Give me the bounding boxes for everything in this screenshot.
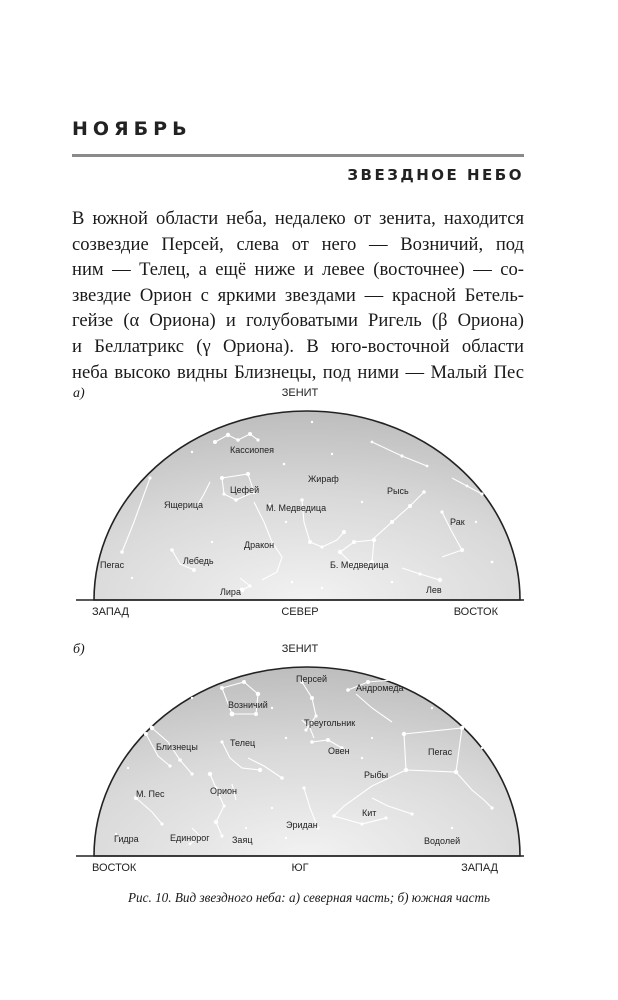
body-line: и Беллатрикс (γ Ориона). В юго-восточной области (72, 335, 524, 357)
month-title: НОЯБРЬ (72, 118, 192, 140)
body-paragraph (72, 206, 524, 385)
constellation-label: Овен (328, 746, 350, 756)
constellation-label: Кассиопея (230, 445, 275, 455)
body-line: звездие Орион с яркими звездами — красной Бетель- (72, 284, 524, 306)
header-rule (72, 154, 524, 157)
constellation-label: Треугольник (304, 718, 356, 728)
constellation-label: Единорог (170, 833, 210, 843)
constellation-label: Рыбы (364, 770, 389, 780)
constellation-label: Близнецы (156, 742, 198, 752)
horizon-label-left-b: ВОСТОК (92, 862, 137, 874)
horizon-label-center-a: СЕВЕР (281, 606, 319, 618)
constellation-label: Рак (450, 517, 465, 527)
constellation-label: Рысь (387, 486, 409, 496)
zenith-label-a: ЗЕНИТ (281, 387, 319, 399)
body-line: гейзе (α Ориона) и голубоватыми Ригель (β Ориона) (72, 310, 524, 332)
body-line: В южной области неба, недалеко от зенита, находится (72, 208, 524, 229)
constellation-label: Заяц (232, 835, 253, 845)
body-line: созвездие Персей, слева от него — Возничий, под (72, 233, 524, 255)
constellation-label: Орион (210, 786, 238, 796)
section-title: ЗВЕЗДНОЕ НЕБО (347, 166, 524, 184)
body-line: неба высоко видны Близнецы, под ними — Малый Пес (72, 361, 524, 383)
star-chart-south (72, 638, 528, 878)
constellation-label: Водолей (424, 836, 461, 846)
constellation-label: Ящерица (164, 500, 204, 510)
constellation-label: Андромеда (356, 683, 404, 693)
horizon-label-right-b: ЗАПАД (461, 862, 498, 874)
constellation-label: Кит (362, 808, 377, 818)
star-chart-north (72, 382, 528, 622)
horizon-label-left-a: ЗАПАД (92, 606, 129, 618)
constellation-label: Гидра (114, 834, 139, 844)
constellation-label: Цефей (230, 485, 260, 495)
constellation-label: Лебедь (183, 556, 214, 566)
constellation-label: Возничий (228, 700, 268, 710)
figure-caption: Рис. 10. Вид звездного неба: а) северная часть; б) южная часть (127, 890, 491, 905)
constellation-label: Пегас (428, 747, 453, 757)
constellation-label: Дракон (244, 540, 275, 550)
constellation-label: Жираф (308, 474, 339, 484)
panel-b-label: б) (73, 642, 85, 657)
body-line: ним — Телец, а ещё ниже и левее (восточнее) — со- (72, 259, 524, 281)
zenith-label-b: ЗЕНИТ (281, 643, 319, 655)
constellation-label: Лев (426, 585, 442, 595)
constellation-label: Пегас (100, 560, 125, 570)
constellation-label: М. Медведица (266, 503, 327, 513)
constellation-label: М. Пес (136, 789, 165, 799)
panel-a-label: а) (73, 386, 85, 401)
constellation-label: Лира (220, 587, 241, 597)
constellation-label: Б. Медведица (330, 560, 389, 570)
constellation-label: Эридан (286, 820, 318, 830)
constellation-label: Телец (230, 738, 256, 748)
horizon-label-center-b: ЮГ (291, 862, 309, 874)
constellation-label: Персей (296, 674, 328, 684)
horizon-label-right-a: ВОСТОК (453, 606, 498, 618)
